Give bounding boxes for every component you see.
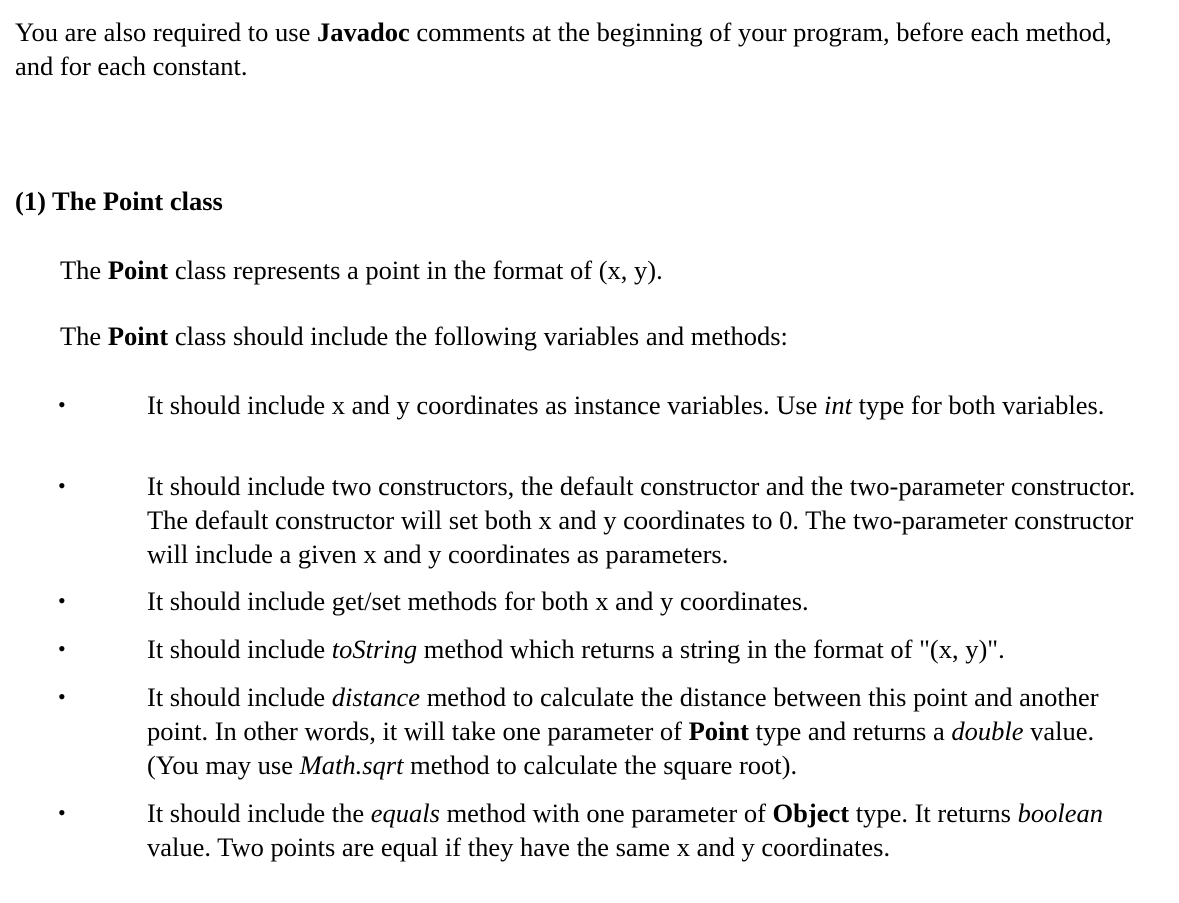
text-run: type. It returns — [849, 798, 1018, 828]
class-description — [60, 253, 1140, 287]
method-term: Math.sqrt — [299, 750, 404, 780]
javadoc-term: Javadoc — [317, 17, 410, 47]
bullet-icon: • — [58, 684, 66, 709]
desc-text: The — [60, 321, 108, 351]
class-name-term: Object — [772, 798, 850, 828]
requirement-text — [147, 680, 1137, 782]
method-term: toString — [331, 634, 418, 664]
class-name-term: Point — [107, 255, 169, 285]
bullet-icon: • — [58, 636, 66, 661]
bullet-icon: • — [58, 588, 66, 613]
class-name-term: Point — [688, 716, 749, 746]
type-term: int — [824, 390, 853, 420]
text-run: type for both variables. — [852, 390, 1105, 420]
requirement-text — [147, 388, 1137, 422]
section-heading: (1) The Point class — [15, 186, 223, 216]
method-term: distance — [331, 682, 421, 712]
type-term: double — [951, 716, 1024, 746]
intro-text: You are also required to use — [15, 17, 317, 47]
text-run: It should include — [147, 634, 332, 664]
text-run: value. (You may use — [147, 716, 1095, 780]
bullet-icon: • — [58, 392, 66, 417]
class-requirements-intro — [60, 319, 1140, 353]
requirement-text: It should include two constructors, the default constructor and the two-parameter constructor. The default constructor will set both x and y coordinates to 0. The two-parameter constructor will include a given x and y coordinates as parameters. — [147, 471, 1136, 569]
text-run: value. Two points are equal if they have the same x and y coordinates. — [147, 832, 891, 862]
intro-text: comments at the beginning of your program, before each method, and for each constant. — [15, 17, 1112, 81]
text-run: method to calculate the distance between this point and another point. In other words, it will take one parameter of — [147, 682, 1099, 746]
type-term: boolean — [1017, 798, 1103, 828]
text-run: It should include x and y coordinates as instance variables. Use — [147, 390, 825, 420]
bullet-icon: • — [58, 800, 66, 825]
text-run: method which returns a string in the format of "(x, y)". — [417, 634, 1005, 664]
text-run: It should include — [147, 682, 332, 712]
text-run: method to calculate the square root). — [403, 750, 798, 780]
desc-text: class represents a point in the format of (x, y). — [168, 255, 663, 285]
requirement-text — [147, 796, 1137, 864]
bullet-icon: • — [58, 473, 66, 498]
text-run: It should include the — [147, 798, 371, 828]
method-term: equals — [370, 798, 440, 828]
intro-paragraph — [15, 15, 1155, 83]
desc-text: class should include the following variables and methods: — [168, 321, 788, 351]
requirement-text: It should include get/set methods for both x and y coordinates. — [147, 586, 809, 616]
requirement-text — [147, 632, 1137, 666]
desc-text: The — [60, 255, 108, 285]
text-run: type and returns a — [749, 716, 952, 746]
class-name-term: Point — [107, 321, 169, 351]
text-run: method with one parameter of — [439, 798, 773, 828]
